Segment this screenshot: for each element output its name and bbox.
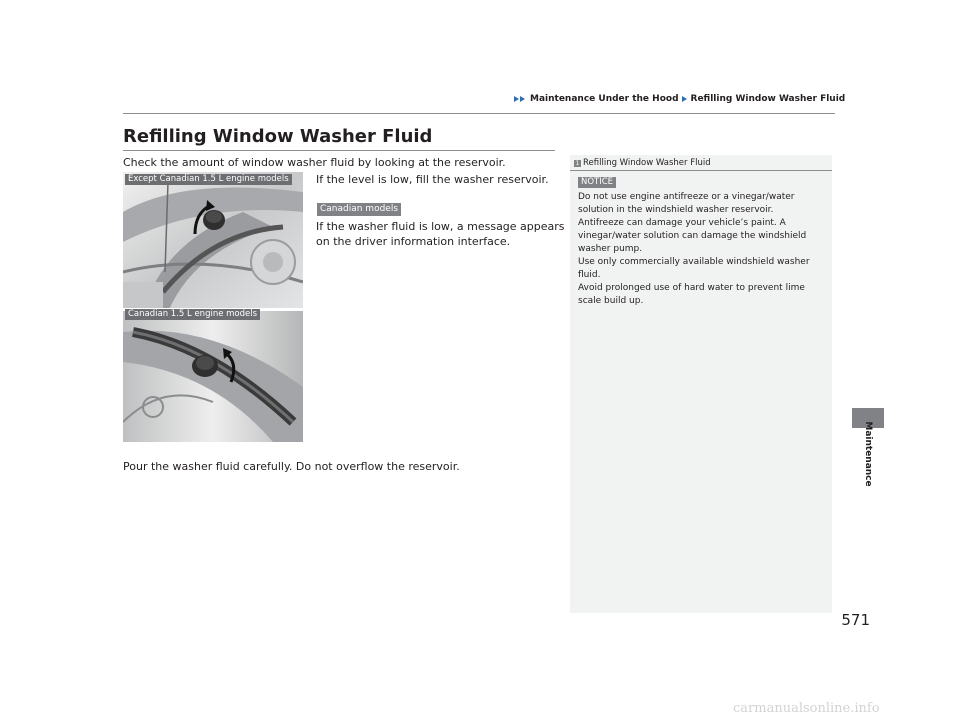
- page-title: Refilling Window Washer Fluid: [123, 126, 433, 147]
- sidebar-divider: [570, 170, 832, 171]
- notice-badge: NOTICE: [578, 177, 616, 188]
- engine-bay-illustration: [123, 172, 303, 442]
- notice-line: Antifreeze can damage your vehicle’s paint. A: [578, 218, 786, 228]
- washer-reservoir-figure: [123, 172, 303, 442]
- header-divider: [123, 113, 835, 114]
- figure-label-except-canadian: Except Canadian 1.5 L engine models: [125, 174, 292, 185]
- message-text-line2: on the driver information interface.: [316, 235, 511, 248]
- level-low-text: If the level is low, fill the washer reservoir.: [316, 173, 549, 186]
- arrow-icon: [682, 96, 688, 102]
- figure-label-canadian: Canadian 1.5 L engine models: [125, 309, 260, 320]
- double-arrow-icon: [514, 96, 526, 102]
- page-number: 571: [841, 611, 870, 629]
- notice-line: Do not use engine antifreeze or a vinegar/water: [578, 192, 795, 202]
- notice-line: vinegar/water solution can damage the windshield: [578, 231, 807, 241]
- notice-line: Avoid prolonged use of hard water to prevent lime: [578, 283, 805, 293]
- notice-line: solution in the windshield washer reservoir.: [578, 205, 774, 215]
- title-divider: [123, 150, 555, 151]
- message-text-line1: If the washer fluid is low, a message appears: [316, 220, 565, 233]
- breadcrumb-section[interactable]: Maintenance Under the Hood: [530, 94, 679, 104]
- watermark: carmanualsonline.info: [733, 701, 880, 716]
- canadian-models-badge: Canadian models: [317, 203, 401, 216]
- sidebar-heading: [574, 158, 711, 168]
- notice-line: scale build up.: [578, 296, 644, 306]
- notice-line: Use only commercially available windshield washer: [578, 257, 810, 267]
- reference-number-icon: 1: [575, 159, 580, 167]
- notice-line: washer pump.: [578, 244, 643, 254]
- intro-text: Check the amount of window washer fluid by looking at the reservoir.: [123, 156, 506, 169]
- sidebar-heading-text: Refilling Window Washer Fluid: [583, 158, 711, 168]
- breadcrumb: [514, 94, 845, 104]
- notice-line: fluid.: [578, 270, 601, 280]
- notice-text: [578, 191, 828, 308]
- breadcrumb-topic[interactable]: Refilling Window Washer Fluid: [690, 94, 846, 104]
- section-tab-label: Maintenance: [863, 421, 873, 487]
- pour-instruction-text: Pour the washer fluid carefully. Do not overflow the reservoir.: [123, 460, 460, 473]
- notice-sidebar: [570, 155, 832, 613]
